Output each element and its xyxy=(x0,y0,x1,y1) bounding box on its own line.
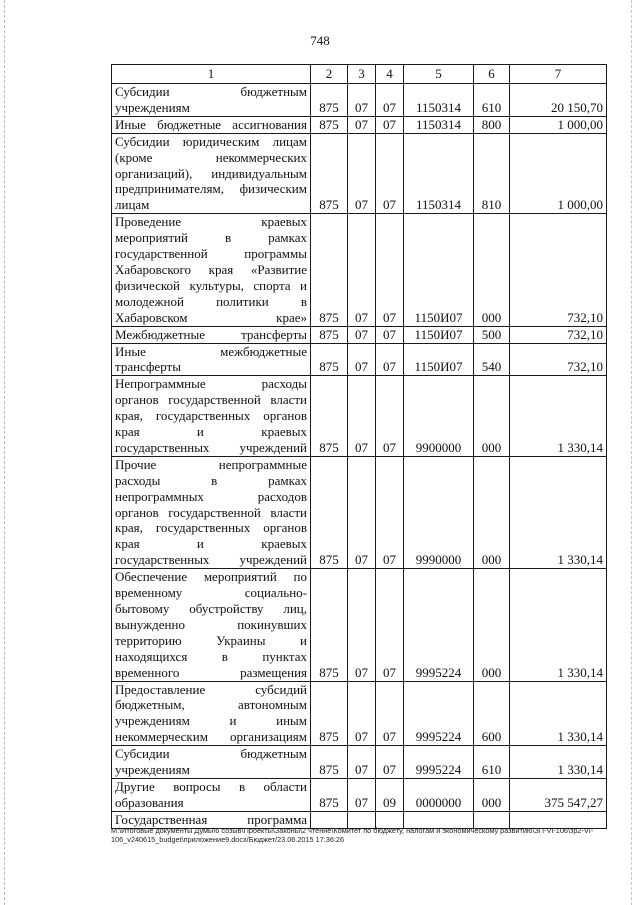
amount-cell: 732,10 xyxy=(510,214,607,326)
amount-cell: 1 330,14 xyxy=(510,569,607,681)
row-name-line: молодежной политики в xyxy=(115,293,307,309)
expense-type-code-cell: 540 xyxy=(474,343,510,376)
table-row xyxy=(112,116,607,133)
row-name-line: Другие вопросы в области xyxy=(115,778,307,794)
row-name-line: находящихся в пунктах xyxy=(115,648,307,664)
row-name-cell xyxy=(112,746,311,779)
amount-cell: 1 330,14 xyxy=(510,456,607,568)
ministry-code-cell: 875 xyxy=(311,84,348,117)
subsection-code-cell: 07 xyxy=(376,376,404,457)
section-code-cell: 07 xyxy=(348,133,376,214)
ministry-code-cell: 875 xyxy=(311,214,348,326)
row-name-line: Хабаровском крае» xyxy=(115,309,307,325)
target-item-code-cell: 9995224 xyxy=(404,746,474,779)
row-name-line: временному социально- xyxy=(115,585,307,601)
amount-cell: 732,10 xyxy=(510,343,607,376)
row-name-line: Государственная программа xyxy=(115,811,307,827)
scan-edge-left xyxy=(4,0,5,905)
row-name-line: края и краевых xyxy=(115,424,307,440)
table-body xyxy=(112,84,607,829)
subsection-code-cell: 07 xyxy=(376,456,404,568)
row-name-line: организаций), индивидуальным xyxy=(115,165,307,181)
expense-type-code-cell: 810 xyxy=(474,133,510,214)
row-name-line: Хабаровского края «Развитие xyxy=(115,261,307,277)
row-name-line: органов государственной власти xyxy=(115,504,307,520)
table-row xyxy=(112,456,607,568)
ministry-code-cell: 875 xyxy=(311,746,348,779)
target-item-code-cell: 1150И07 xyxy=(404,214,474,326)
row-name-cell xyxy=(112,778,311,811)
target-item-code-cell: 9900000 xyxy=(404,376,474,457)
row-name-cell xyxy=(112,343,311,376)
scan-edge-right xyxy=(631,0,632,905)
amount-cell: 1 330,14 xyxy=(510,376,607,457)
expense-type-code-cell: 600 xyxy=(474,681,510,746)
ministry-code-cell: 875 xyxy=(311,569,348,681)
expense-type-code-cell: 000 xyxy=(474,376,510,457)
row-name-line: Иные межбюджетные xyxy=(115,343,307,359)
ministry-code-cell: 875 xyxy=(311,343,348,376)
row-name-cell xyxy=(112,326,311,343)
table-row xyxy=(112,133,607,214)
subsection-code-cell: 07 xyxy=(376,343,404,376)
subsection-code-cell: 07 xyxy=(376,326,404,343)
amount-cell: 1 330,14 xyxy=(510,681,607,746)
row-name-line: трансферты xyxy=(115,359,181,375)
ministry-code-cell: 875 xyxy=(311,681,348,746)
section-code-cell: 07 xyxy=(348,456,376,568)
header-col-2: 2 xyxy=(311,65,348,84)
section-code-cell: 07 xyxy=(348,214,376,326)
row-name-line: учреждениям xyxy=(115,762,190,778)
subsection-code-cell: 07 xyxy=(376,746,404,779)
amount-cell: 375 547,27 xyxy=(510,778,607,811)
header-col-7: 7 xyxy=(510,65,607,84)
row-name-cell xyxy=(112,116,311,133)
header-col-6: 6 xyxy=(474,65,510,84)
row-name-line: некоммерческим организациям xyxy=(115,729,307,745)
amount-cell: 732,10 xyxy=(510,326,607,343)
expense-type-code-cell: 500 xyxy=(474,326,510,343)
row-name-cell xyxy=(112,569,311,681)
table-row xyxy=(112,681,607,746)
row-name-line: предпринимателям, физическим xyxy=(115,181,307,197)
row-name-line: вынужденно покинувших xyxy=(115,616,307,632)
row-name-line: учреждениям и иным xyxy=(115,713,307,729)
row-name-line: (кроме некоммерческих xyxy=(115,149,307,165)
row-name-line: Непрограммные расходы xyxy=(115,376,307,392)
row-name-line: бытовому обустройству лиц, xyxy=(115,601,307,616)
ministry-code-cell: 875 xyxy=(311,116,348,133)
row-name-line: Предоставление субсидий xyxy=(115,681,307,697)
target-item-code-cell: 1150314 xyxy=(404,84,474,117)
budget-table xyxy=(111,64,607,829)
row-name-line: Субсидии юридическим лицам xyxy=(115,133,307,149)
table-row xyxy=(112,746,607,779)
amount-cell: 20 150,70 xyxy=(510,84,607,117)
row-name-line: края, государственных органов xyxy=(115,408,307,424)
target-item-code-cell: 1150И07 xyxy=(404,326,474,343)
row-name-cell xyxy=(112,456,311,568)
target-item-code-cell: 1150314 xyxy=(404,116,474,133)
header-col-5: 5 xyxy=(404,65,474,84)
table-row xyxy=(112,569,607,681)
table-row xyxy=(112,214,607,326)
row-name-line: Субсидии бюджетным xyxy=(115,84,307,99)
expense-type-code-cell: 800 xyxy=(474,116,510,133)
row-name-line: Иные бюджетные ассигнования xyxy=(115,116,307,132)
row-name-line: расходы в рамках xyxy=(115,472,307,488)
row-name-line: органов государственной власти xyxy=(115,392,307,408)
row-name-cell xyxy=(112,133,311,214)
expense-type-code-cell: 000 xyxy=(474,778,510,811)
document-path-footer: М:\Итоговые документы Думы\6 созыв\Проекты\Законы\2 чтение\Комитет по бюджету, налогам и экономическому развитию\ЗП-VI-106\зр2-VI-106_v240615_budget\приложение9.docx/Бюджет/23.06.2015 17:36:26 xyxy=(111,826,594,844)
row-name-line: края, государственных органов xyxy=(115,520,307,536)
row-name-line: государственной программы xyxy=(115,246,307,262)
table-row xyxy=(112,343,607,376)
target-item-code-cell: 9995224 xyxy=(404,681,474,746)
section-code-cell: 07 xyxy=(348,116,376,133)
section-code-cell: 07 xyxy=(348,84,376,117)
row-name-line: Межбюджетные трансферты xyxy=(115,326,307,342)
row-name-line: образования xyxy=(115,794,184,810)
target-item-code-cell: 1150И07 xyxy=(404,343,474,376)
row-name-line: лицам xyxy=(115,197,150,213)
expense-type-code-cell: 000 xyxy=(474,214,510,326)
target-item-code-cell: 9990000 xyxy=(404,456,474,568)
table-header xyxy=(112,65,607,84)
row-name-cell xyxy=(112,376,311,457)
expense-type-code-cell: 000 xyxy=(474,569,510,681)
row-name-line: Прочие непрограммные xyxy=(115,456,307,472)
row-name-line: Проведение краевых xyxy=(115,214,307,230)
table-row xyxy=(112,778,607,811)
expense-type-code-cell: 610 xyxy=(474,84,510,117)
table-row xyxy=(112,326,607,343)
row-name-line: Обеспечение мероприятий по xyxy=(115,569,307,585)
subsection-code-cell: 07 xyxy=(376,569,404,681)
expense-type-code-cell: 000 xyxy=(474,456,510,568)
row-name-line: государственных учреждений xyxy=(115,439,307,455)
subsection-code-cell: 07 xyxy=(376,133,404,214)
target-item-code-cell: 0000000 xyxy=(404,778,474,811)
amount-cell: 1 000,00 xyxy=(510,116,607,133)
table-row xyxy=(112,84,607,117)
row-name-line: государственных учреждений xyxy=(115,552,307,568)
row-name-line: Субсидии бюджетным xyxy=(115,746,307,762)
header-col-4: 4 xyxy=(376,65,404,84)
section-code-cell: 07 xyxy=(348,569,376,681)
header-row xyxy=(112,65,607,84)
subsection-code-cell: 09 xyxy=(376,778,404,811)
section-code-cell: 07 xyxy=(348,326,376,343)
row-name-cell xyxy=(112,214,311,326)
section-code-cell: 07 xyxy=(348,343,376,376)
row-name-line: непрограммных расходов xyxy=(115,488,307,504)
amount-cell: 1 330,14 xyxy=(510,746,607,779)
ministry-code-cell: 875 xyxy=(311,778,348,811)
header-col-1: 1 xyxy=(112,65,311,84)
row-name-line: временного размещения xyxy=(115,664,307,680)
row-name-cell xyxy=(112,84,311,117)
subsection-code-cell: 07 xyxy=(376,681,404,746)
section-code-cell: 07 xyxy=(348,746,376,779)
ministry-code-cell: 875 xyxy=(311,376,348,457)
row-name-line: физической культуры, спорта и xyxy=(115,277,307,293)
section-code-cell: 07 xyxy=(348,778,376,811)
row-name-line: учреждениям xyxy=(115,99,190,115)
subsection-code-cell: 07 xyxy=(376,116,404,133)
target-item-code-cell: 9995224 xyxy=(404,569,474,681)
expense-type-code-cell: 610 xyxy=(474,746,510,779)
table-row xyxy=(112,376,607,457)
target-item-code-cell: 1150314 xyxy=(404,133,474,214)
row-name-line: бюджетным, автономным xyxy=(115,697,307,713)
subsection-code-cell: 07 xyxy=(376,84,404,117)
header-col-3: 3 xyxy=(348,65,376,84)
row-name-line: края и краевых xyxy=(115,536,307,552)
page-number: 748 xyxy=(310,33,330,48)
row-name-line: территорию Украины и xyxy=(115,632,307,648)
row-name-cell xyxy=(112,681,311,746)
section-code-cell: 07 xyxy=(348,376,376,457)
row-name-line: мероприятий в рамках xyxy=(115,230,307,246)
ministry-code-cell: 875 xyxy=(311,133,348,214)
section-code-cell: 07 xyxy=(348,681,376,746)
subsection-code-cell: 07 xyxy=(376,214,404,326)
ministry-code-cell: 875 xyxy=(311,326,348,343)
ministry-code-cell: 875 xyxy=(311,456,348,568)
amount-cell: 1 000,00 xyxy=(510,133,607,214)
